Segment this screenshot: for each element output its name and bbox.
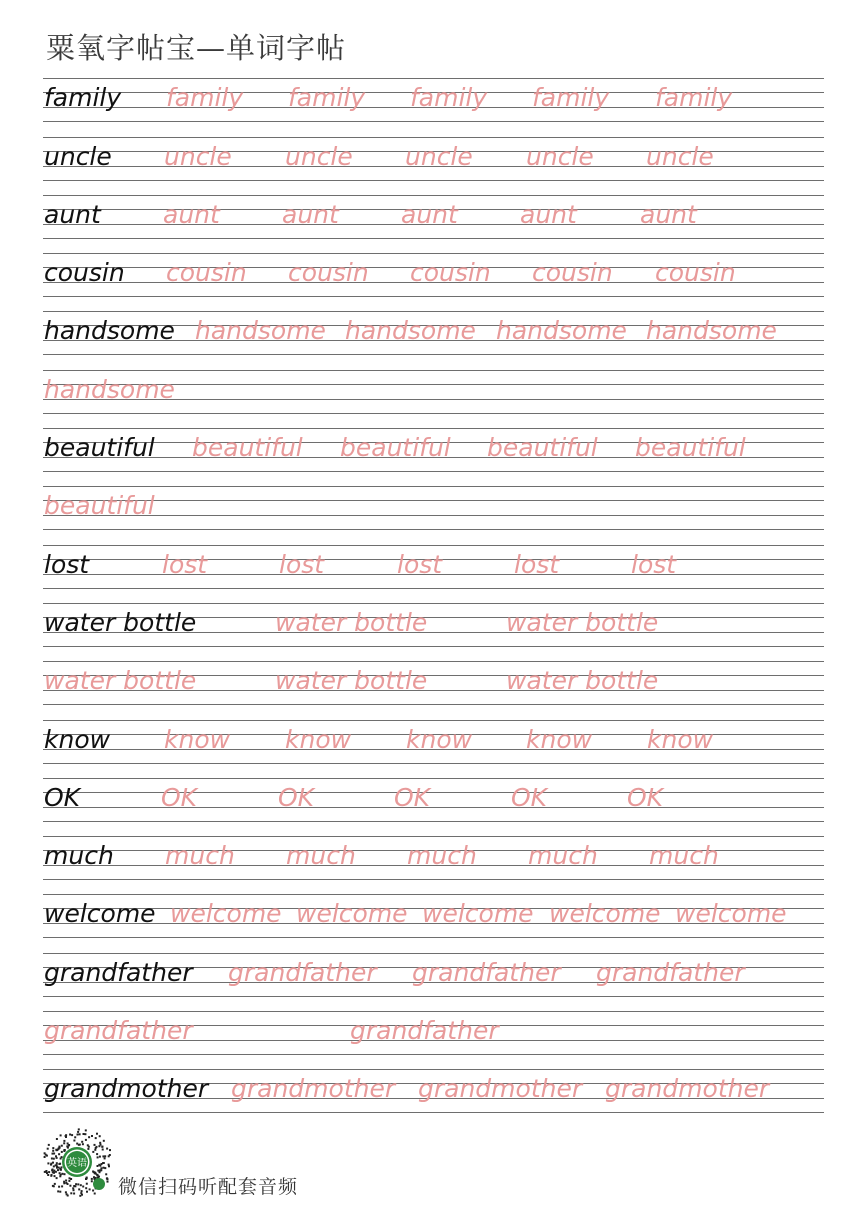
practice-row	[0, 778, 868, 836]
trace-word: know	[164, 725, 231, 754]
model-word: cousin	[44, 258, 125, 287]
practice-row	[0, 1011, 868, 1069]
trace-word: grandmother	[231, 1074, 396, 1103]
ruled-line	[43, 1069, 824, 1070]
trace-word: beautiful	[44, 491, 155, 520]
trace-word: uncle	[285, 142, 353, 171]
trace-word: water bottle	[275, 666, 428, 695]
ruled-line	[43, 603, 824, 604]
ruled-line	[43, 953, 824, 954]
trace-word: handsome	[345, 316, 476, 345]
page-title: 粟氧字帖宝—单词字帖	[46, 31, 347, 65]
trace-word: water bottle	[506, 608, 659, 637]
practice-row	[0, 253, 868, 311]
ruled-line	[43, 720, 824, 721]
trace-word: welcome	[549, 899, 661, 928]
trace-word: cousin	[410, 258, 491, 287]
ruled-line	[43, 428, 824, 429]
model-word: much	[44, 841, 114, 870]
practice-row	[0, 894, 868, 952]
ruled-line	[43, 354, 824, 355]
practice-row	[0, 195, 868, 253]
practice-row	[0, 486, 868, 544]
ruled-line	[43, 763, 824, 764]
model-word: beautiful	[44, 433, 155, 462]
model-word: aunt	[44, 200, 101, 229]
trace-word: know	[526, 725, 593, 754]
trace-word: OK	[627, 783, 664, 812]
trace-word: much	[165, 841, 235, 870]
ruled-line	[43, 545, 824, 546]
trace-word: handsome	[44, 375, 175, 404]
model-word: handsome	[44, 316, 175, 345]
trace-word: much	[649, 841, 719, 870]
model-word: OK	[44, 783, 81, 812]
ruled-line	[43, 879, 824, 880]
practice-row	[0, 661, 868, 719]
trace-word: OK	[511, 783, 548, 812]
practice-row	[0, 370, 868, 428]
ruled-line	[43, 370, 824, 371]
ruled-line	[43, 311, 824, 312]
trace-word: family	[655, 83, 733, 112]
trace-word: cousin	[166, 258, 247, 287]
ruled-line	[43, 996, 824, 997]
practice-row	[0, 545, 868, 603]
trace-word: welcome	[422, 899, 534, 928]
trace-word: water bottle	[275, 608, 428, 637]
practice-row	[0, 953, 868, 1011]
trace-word: grandfather	[412, 958, 561, 987]
ruled-line	[43, 180, 824, 181]
ruled-line	[43, 137, 824, 138]
trace-word: water bottle	[44, 666, 197, 695]
practice-row	[0, 78, 868, 136]
ruled-line	[43, 704, 824, 705]
trace-word: OK	[394, 783, 431, 812]
ruled-line	[43, 778, 824, 779]
model-word: grandfather	[44, 958, 193, 987]
ruled-line	[43, 500, 824, 501]
trace-word: welcome	[675, 899, 787, 928]
practice-row	[0, 603, 868, 661]
model-word: water bottle	[44, 608, 197, 637]
ruled-line	[43, 296, 824, 297]
trace-word: welcome	[170, 899, 282, 928]
trace-word: lost	[397, 550, 443, 579]
qr-code-icon[interactable]	[41, 1126, 113, 1198]
trace-word: beautiful	[192, 433, 303, 462]
practice-row	[0, 836, 868, 894]
ruled-line	[43, 515, 824, 516]
ruled-line	[43, 529, 824, 530]
trace-word: grandmother	[605, 1074, 770, 1103]
trace-word: aunt	[520, 200, 577, 229]
trace-word: family	[166, 83, 244, 112]
practice-row	[0, 137, 868, 195]
trace-word: aunt	[163, 200, 220, 229]
trace-word: beautiful	[487, 433, 598, 462]
trace-word: aunt	[282, 200, 339, 229]
trace-word: welcome	[296, 899, 408, 928]
ruled-line	[43, 253, 824, 254]
model-word: lost	[44, 550, 90, 579]
scan-audio-hint: 微信扫码听配套音频	[118, 1176, 299, 1198]
trace-word: beautiful	[340, 433, 451, 462]
trace-word: grandfather	[228, 958, 377, 987]
ruled-line	[43, 78, 824, 79]
ruled-line	[43, 121, 824, 122]
trace-word: uncle	[164, 142, 232, 171]
trace-word: OK	[278, 783, 315, 812]
ruled-line	[43, 195, 824, 196]
trace-word: family	[410, 83, 488, 112]
trace-word: lost	[279, 550, 325, 579]
trace-word: much	[528, 841, 598, 870]
model-word: welcome	[44, 899, 156, 928]
ruled-line	[43, 646, 824, 647]
trace-word: much	[286, 841, 356, 870]
trace-word: family	[288, 83, 366, 112]
trace-word: handsome	[646, 316, 777, 345]
ruled-line	[43, 1112, 824, 1113]
trace-word: lost	[631, 550, 677, 579]
trace-word: uncle	[405, 142, 473, 171]
ruled-line	[43, 661, 824, 662]
trace-word: know	[406, 725, 473, 754]
model-word: grandmother	[44, 1074, 209, 1103]
trace-word: much	[407, 841, 477, 870]
trace-word: aunt	[401, 200, 458, 229]
trace-word: handsome	[195, 316, 326, 345]
ruled-line	[43, 894, 824, 895]
trace-word: uncle	[526, 142, 594, 171]
trace-word: OK	[161, 783, 198, 812]
practice-row	[0, 311, 868, 369]
trace-word: know	[647, 725, 714, 754]
practice-row	[0, 1069, 868, 1127]
practice-row	[0, 720, 868, 778]
practice-row	[0, 428, 868, 486]
model-word: family	[44, 83, 122, 112]
trace-word: grandfather	[596, 958, 745, 987]
trace-word: grandmother	[418, 1074, 583, 1103]
trace-word: grandfather	[350, 1016, 499, 1045]
trace-word: grandfather	[44, 1016, 193, 1045]
trace-word: know	[285, 725, 352, 754]
ruled-line	[43, 836, 824, 837]
trace-word: aunt	[640, 200, 697, 229]
ruled-line	[43, 238, 824, 239]
trace-word: cousin	[532, 258, 613, 287]
trace-word: cousin	[288, 258, 369, 287]
ruled-line	[43, 588, 824, 589]
qr-badge-label: 英语	[67, 1158, 87, 1169]
trace-word: family	[532, 83, 610, 112]
ruled-line	[43, 821, 824, 822]
ruled-line	[43, 1054, 824, 1055]
trace-word: lost	[514, 550, 560, 579]
ruled-line	[43, 937, 824, 938]
trace-word: water bottle	[506, 666, 659, 695]
trace-word: uncle	[646, 142, 714, 171]
ruled-line	[43, 413, 824, 414]
ruled-line	[43, 1011, 824, 1012]
trace-word: beautiful	[635, 433, 746, 462]
trace-word: cousin	[655, 258, 736, 287]
trace-word: lost	[162, 550, 208, 579]
model-word: know	[44, 725, 111, 754]
ruled-line	[43, 486, 824, 487]
trace-word: handsome	[496, 316, 627, 345]
model-word: uncle	[44, 142, 112, 171]
ruled-line	[43, 471, 824, 472]
